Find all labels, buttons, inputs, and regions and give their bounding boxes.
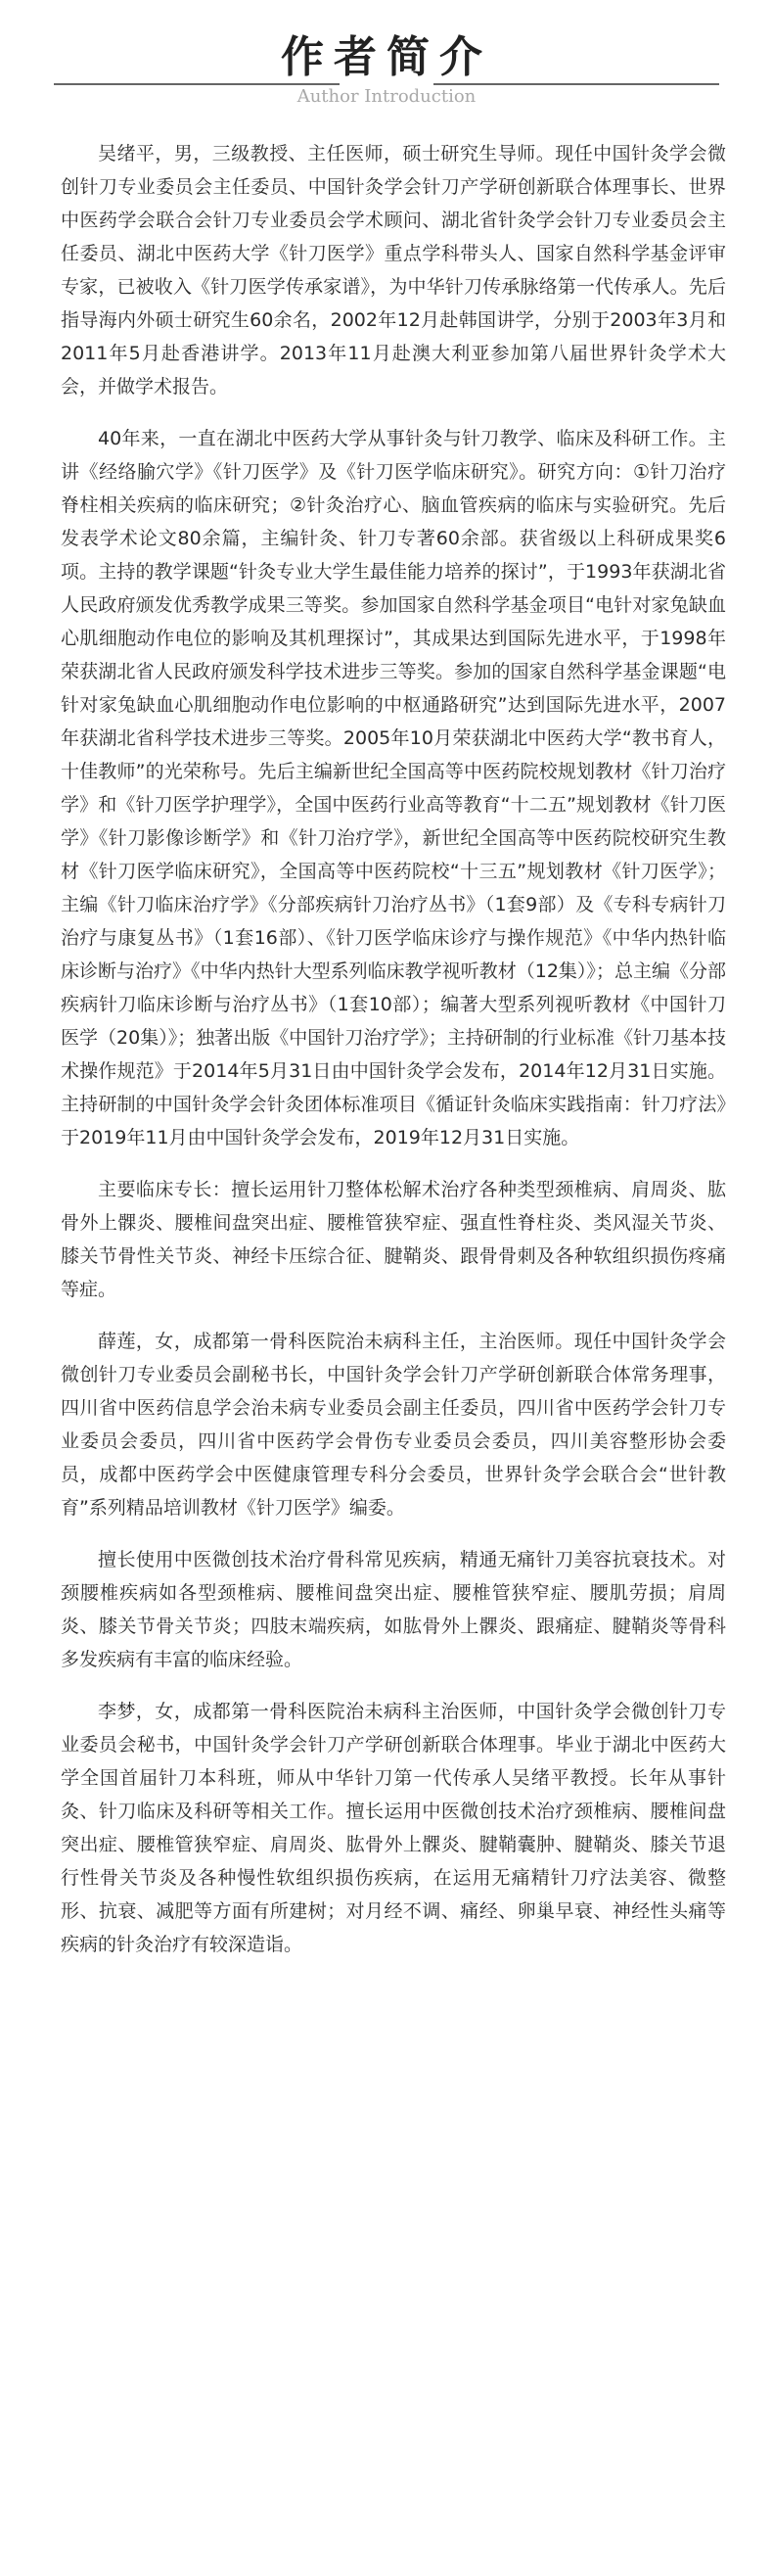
page-title: 作者简介 — [281, 32, 492, 82]
title-rule-left — [54, 83, 340, 85]
bio-paragraph-wu-career: 40年来，一直在湖北中医药大学从事针灸与针刀教学、临床及科研工作。主讲《经络腧穴学》《针刀医学》及《针刀医学临床研究》。研究方向：①针刀治疗脊柱相关疾病的临床研究；②针灸治疗心、脑血管疾病的临床与实验研究。先后发表学术论文80余篇，主编针灸、针刀专著60余部。获省级以上科研成果奖6项。主持的教学课题“针灸专业大学生最佳能力培养的探讨”，于1993年获湖北省人民政府颁发优秀教学成果三等奖。参加国家自然科学基金项目“电针对家兔缺血心肌细胞动作电位的影响及其机理探讨”，其成果达到国际先进水平，于1998年荣获湖北省人民政府颁发科学技术进步三等奖。参加的国家自然科学基金课题“电针对家兔缺血心肌细胞动作电位影响的中枢通路研究”达到国际先进水平，2007年获湖北省科学技术进步三等奖。2005年10月荣获湖北中医药大学“教书育人，十佳教师”的光荣称号。先后主编新世纪全国高等中医药院校规划教材《针刀治疗学》和《针刀医学护理学》，全国中医药行业高等教育“十二五”规划教材《针刀医学》《针刀影像诊断学》和《针刀治疗学》，新世纪全国高等中医药院校研究生教材《针刀医学临床研究》，全国高等中医药院校“十三五”规划教材《针刀医学》；主编《针刀临床治疗学》《分部疾病针刀治疗丛书》（1套9部）及《专科专病针刀治疗与康复丛书》（1套16部）、《针刀医学临床诊疗与操作规范》《中华内热针临床诊断与治疗》《中华内热针大型系列临床教学视听教材（12集）》；总主编《分部疾病针刀临床诊断与治疗丛书》（1套10部）；编著大型系列视听教材《中国针刀医学（20集）》；独著出版《中国针刀治疗学》；主持研制的行业标准《针刀基本技术操作规范》于2014年5月31日由中国针灸学会发布，2014年12月31日实施。主持研制的中国针灸学会针灸团体标准项目《循证针灸临床实践指南：针刀疗法》于2019年11月由中国针灸学会发布，2019年12月31日实施。 — [61, 428, 726, 1148]
page-subtitle: Author Introduction — [296, 86, 477, 107]
bio-paragraph-li: 李梦，女，成都第一骨科医院治未病科主治医师，中国针灸学会微创针刀专业委员会秘书，中国针灸学会针刀产学研创新联合体理事。毕业于湖北中医药大学全国首届针刀本科班，师从中华针刀第一代传承人吴绪平教授。长年从事针灸、针刀临床及科研等相关工作。擅长运用中医微创技术治疗颈椎病、腰椎间盘突出症、腰椎管狭窄症、肩周炎、肱骨外上髁炎、腱鞘囊肿、腱鞘炎、膝关节退行性骨关节炎及各种慢性软组织损伤疾病，在运用无痛精针刀疗法美容、微整形、抗衰、减肥等方面有所建树；对月经不调、痛经、卵巢早衰、神经性头痛等疾病的针灸治疗有较深造诣。 — [61, 1701, 726, 1955]
title-rule-right — [433, 83, 719, 85]
page-header — [0, 0, 773, 135]
author-bio-body — [61, 137, 726, 1980]
bio-paragraph-xue-specialty: 擅长使用中医微创技术治疗骨科常见疾病，精通无痛针刀美容抗衰技术。对颈腰椎疾病如各型颈椎病、腰椎间盘突出症、腰椎管狭窄症、腰肌劳损；肩周炎、膝关节骨关节炎；四肢末端疾病，如肱骨外上髁炎、跟痛症、腱鞘炎等骨科多发疾病有丰富的临床经验。 — [61, 1549, 726, 1670]
bio-paragraph-xue-intro: 薛莲，女，成都第一骨科医院治未病科主任，主治医师。现任中国针灸学会微创针刀专业委员会副秘书长，中国针灸学会针刀产学研创新联合体常务理事，四川省中医药信息学会治未病专业委员会副主任委员，四川省中医药学会针刀专业委员会委员，四川省中医药学会骨伤专业委员会委员，四川美容整形协会委员，成都中医药学会中医健康管理专科分会委员，世界针灸学会联合会“世针教育”系列精品培训教材《针刀医学》编委。 — [61, 1331, 726, 1519]
bio-paragraph-wu-specialty: 主要临床专长：擅长运用针刀整体松解术治疗各种类型颈椎病、肩周炎、肱骨外上髁炎、腰椎间盘突出症、腰椎管狭窄症、强直性脊柱炎、类风湿关节炎、膝关节骨性关节炎、神经卡压综合征、腱鞘炎、跟骨骨刺及各种软组织损伤疼痛等症。 — [61, 1179, 726, 1300]
bio-paragraph-wu-intro: 吴绪平，男，三级教授、主任医师，硕士研究生导师。现任中国针灸学会微创针刀专业委员会主任委员、中国针灸学会针刀产学研创新联合体理事长、世界中医药学会联合会针刀专业委员会学术顾问、湖北省针灸学会针刀专业委员会主任委员、湖北中医药大学《针刀医学》重点学科带头人、国家自然科学基金评审专家，已被收入《针刀医学传承家谱》，为中华针刀传承脉络第一代传承人。先后指导海内外硕士研究生60余名，2002年12月赴韩国讲学，分别于2003年3月和2011年5月赴香港讲学。2013年11月赴澳大利亚参加第八届世界针灸学术大会，并做学术报告。 — [61, 143, 726, 398]
